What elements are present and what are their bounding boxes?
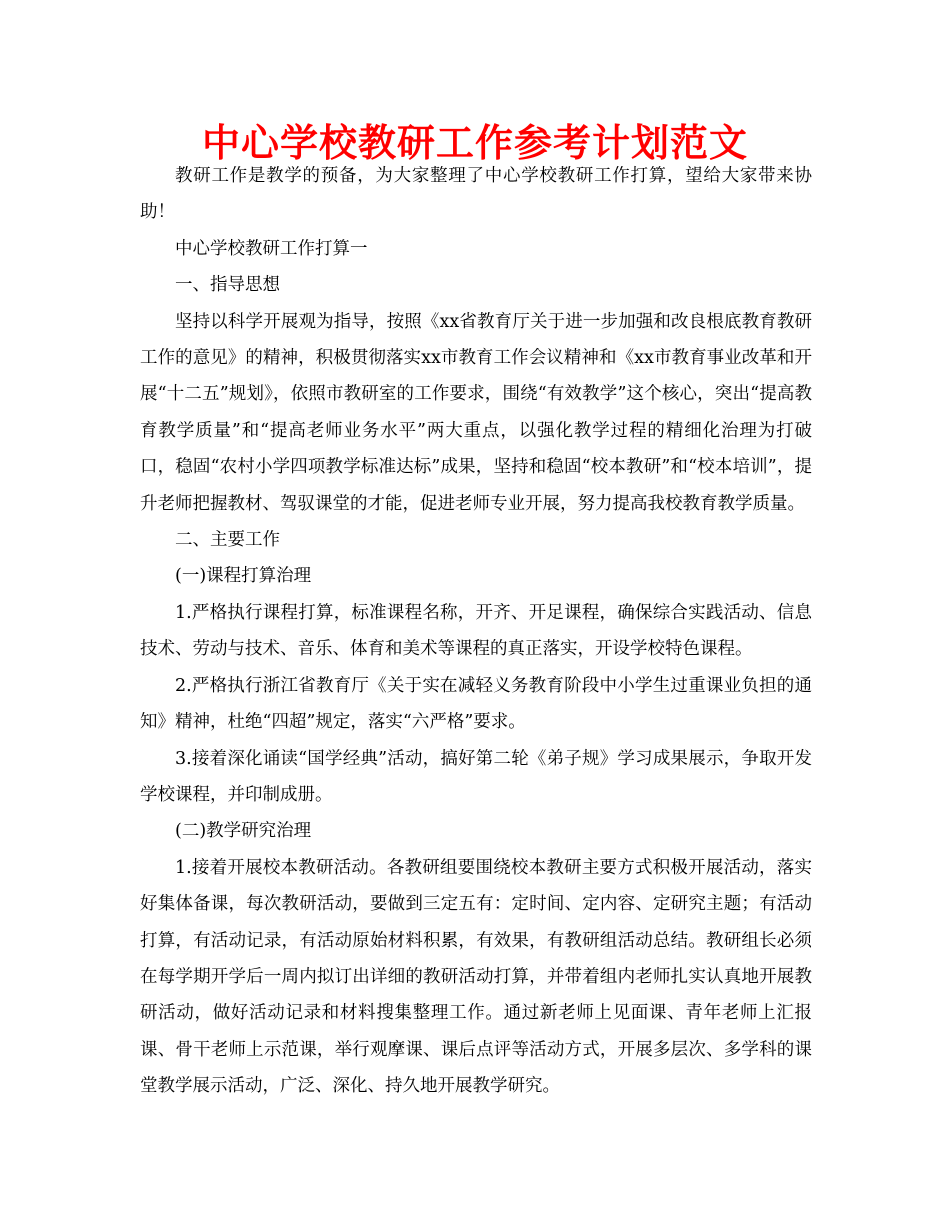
- subsection-heading-curriculum: (一)课程打算治理: [175, 566, 312, 587]
- section-heading-guiding-thought: 一、指导思想: [175, 275, 280, 296]
- curriculum-item-2: 2.严格执行浙江省教育厅《关于实在减轻义务教育阶段中小学生过重课业负担的通知》精神，杜绝“四超”规定，落实“六严格”要求。: [140, 675, 812, 733]
- section-heading-main-work: 二、主要工作: [175, 530, 280, 551]
- document-body: [140, 158, 812, 1105]
- intro-paragraph: 教研工作是教学的预备，为大家整理了中心学校教研工作打算，望给大家带来协助！: [140, 166, 812, 223]
- curriculum-item-3: 3.接着深化诵读“国学经典”活动，搞好第二轮《弟子规》学习成果展示，争取开发学校课程，并印制成册。: [140, 748, 812, 805]
- guiding-thought-paragraph: 坚持以科学开展观为指导，按照《xx省教育厅关于进一步加强和改良根底教育教研工作的意见》的精神，积极贯彻落实xx市教育工作会议精神和《xx市教育事业改革和开展“十二五”规划》，依照市教研室的工作要求，围绕“有效教学”这个核心，突出“提高教育教学质量”和“提高老师业务水平”两大重点，以强化教学过程的精细化治理为打破口，稳固“农村小学四项教学标准达标”成果，坚持和稳固“校本教研”和“校本培训”，提升老师把握教材、驾驭课堂的才能，促进老师专业开展，努力提高我校教育教学质量。: [140, 311, 812, 514]
- document-title: 中心学校教研工作参考计划范文: [201, 121, 748, 165]
- curriculum-item-1: 1.严格执行课程打算，标准课程名称，开齐、开足课程，确保综合实践活动、信息技术、劳动与技术、音乐、体育和美术等课程的真正落实，开设学校特色课程。: [140, 602, 812, 660]
- plan-heading: 中心学校教研工作打算一: [175, 238, 368, 259]
- research-item-1: 1.接着开展校本教研活动。各教研组要围绕校本教研主要方式积极开展活动，落实好集体备课，每次教研活动，要做到三定五有：定时间、定内容、定研究主题；有活动打算，有活动记录，有活动原始材料积累，有效果，有教研组活动总结。教研组长必须在每学期开学后一周内拟订出详细的教研活动打算，并带着组内老师扎实认真地开展教研活动，做好活动记录和材料搜集整理工作。通过新老师上见面课、青年老师上汇报课、骨干老师上示范课，举行观摩课、课后点评等活动方式，开展多层次、多学科的课堂教学展示活动，广泛、深化、持久地开展教学研究。: [140, 857, 812, 1097]
- subsection-heading-research: (二)教学研究治理: [175, 821, 312, 842]
